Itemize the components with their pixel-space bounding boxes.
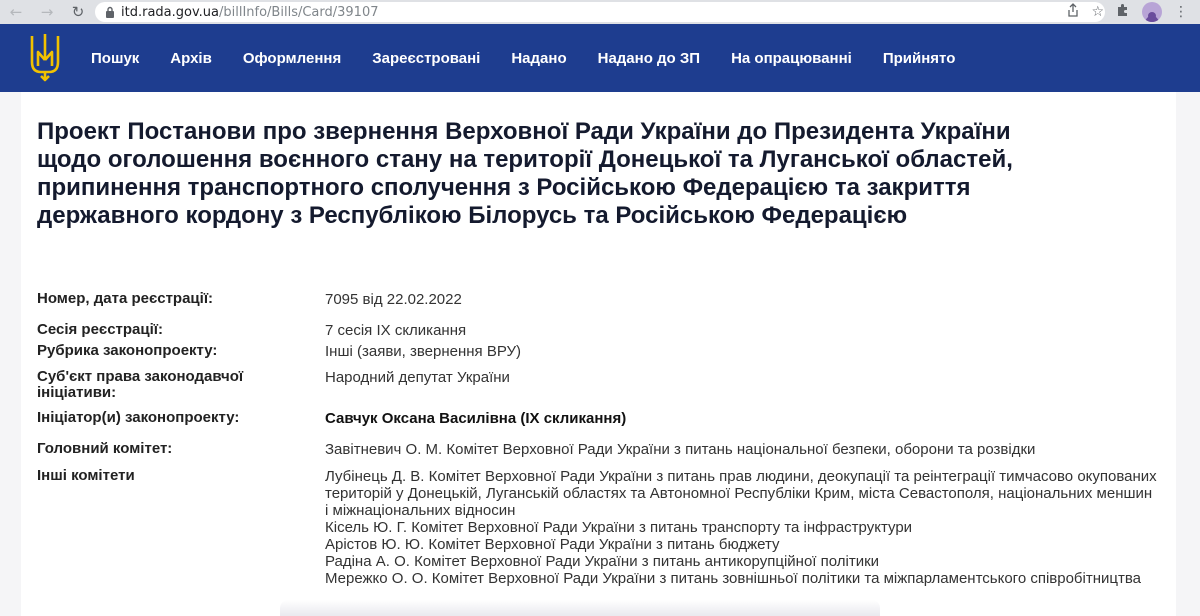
committee-item: Мережко О. О. Комітет Верховної Ради України з питань зовнішньої політики та міжпарламентського співробітництва [325,570,1141,587]
registration-value: 7095 від 22.02.2022 [325,291,462,308]
detail-row-session [37,322,1157,343]
extensions-icon[interactable] [1116,3,1130,21]
trident-logo-icon[interactable] [29,32,61,82]
committee-item: Арістов Ю. Ю. Комітет Верховної Ради України з питань бюджету [325,536,780,553]
detail-row-rubric [37,343,1157,369]
profile-avatar[interactable] [1142,2,1162,22]
session-value: 7 сесія IX скликання [325,322,467,339]
nav-item-in-processing[interactable]: На опрацюванні [731,49,852,67]
initiator-label: Ініціатор(и) законопроекту: [37,409,240,426]
nav-item-formalization[interactable]: Оформлення [242,49,342,67]
url-path: /billInfo/Bills/Card/39107 [218,4,379,20]
committee-item: Кісель Ю. Г. Комітет Верховної Ради України з питань транспорту та інфраструктури [325,519,913,536]
nav-item-provided-to-zp[interactable]: Надано до ЗП [597,49,701,67]
subject-value: Народний депутат України [325,369,510,386]
detail-row-registration [37,291,1157,322]
url-host: itd.rada.gov.ua [121,4,219,20]
nav-item-provided[interactable]: Надано [511,49,567,67]
address-bar[interactable] [95,2,1105,22]
detail-row-other-committees [37,468,1157,587]
nav-item-adopted[interactable]: Прийнято [882,49,956,67]
main-committee-label: Головний комітет: [37,440,173,457]
bill-title: Проект Постанови про звернення Верховної Ради України до Президента України щодо оголошення воєнного стану на території Донецької та Луганської областей, припинення транспортного сполучення з Російською Федерацією та закриття державного кордону з Республікою Білорусь та Російською Федерацією [37,118,1013,229]
bookmark-star-icon[interactable]: ☆ [1091,4,1104,20]
nav-item-search[interactable]: Пошук [91,49,140,67]
menu-dots-icon[interactable]: ⋮ [1174,4,1188,20]
registration-label: Номер, дата реєстрації: [37,290,214,307]
share-icon[interactable] [1067,3,1079,21]
detail-row-subject [37,369,1157,410]
main-nav [91,24,986,92]
rubric-value: Інші (заяви, звернення ВРУ) [325,343,522,360]
committee-item: Лубінець Д. В. Комітет Верховної Ради України з питань прав людини, деокупації та реінтеграції тимчасово окупованих територій у Донецькій, Луганській областях та Автономної Республіки Крим, міста Севастополя, національних меншин і міжнаціональних відносин [325,468,1157,519]
browser-toolbar [0,0,1200,24]
forward-arrow-icon[interactable]: → [40,3,54,21]
bill-details [37,291,1157,587]
nav-item-archive[interactable]: Архів [170,49,212,67]
main-committee-value: Завітневич О. М. Комітет Верховної Ради України з питань національної безпеки, оборони та розвідки [325,441,1036,458]
back-arrow-icon[interactable]: ← [9,3,23,21]
other-committees-list [325,468,1157,587]
rubric-label: Рубрика законопроекту: [37,342,218,359]
detail-row-initiator [37,410,1157,441]
detail-row-main-committee [37,441,1157,468]
committee-item: Радіна А. О. Комітет Верховної Ради України з питань антикорупційної політики [325,553,880,570]
lock-icon [105,6,115,18]
reload-icon[interactable]: ↻ [71,3,85,21]
site-header [0,24,1200,92]
nav-item-registered[interactable]: Зареєстровані [372,49,481,67]
bill-card [21,92,1176,616]
initiator-link[interactable]: Савчук Оксана Василівна (IX скликання) [325,410,627,427]
session-label: Сесія реєстрації: [37,321,163,338]
subject-label: Суб'єкт права законодавчої ініціативи: [37,368,244,401]
other-committees-label: Інші комітети [37,467,135,484]
scroll-fade [280,600,880,616]
